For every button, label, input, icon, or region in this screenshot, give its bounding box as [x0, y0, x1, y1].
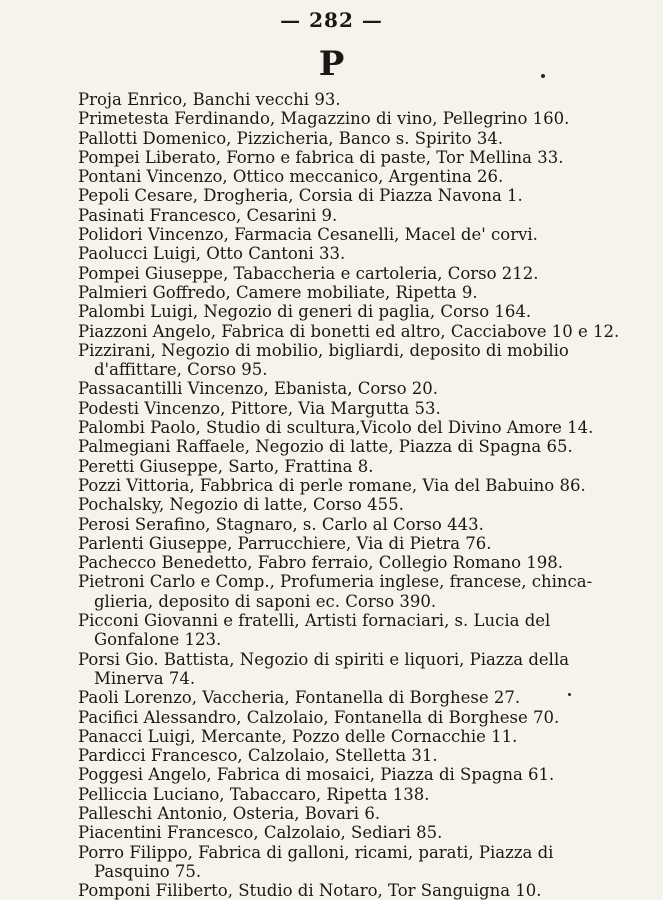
- directory-entry: [0, 515, 663, 534]
- directory-entry: [0, 765, 663, 784]
- entry-line: Polidori Vincenzo, Farmacia Cesanelli, Macel de' corvi.: [78, 225, 538, 245]
- entry-line: Pochalsky, Negozio di latte, Corso 455.: [78, 495, 404, 515]
- entry-line: Pardicci Francesco, Calzolaio, Stelletta 31.: [78, 746, 438, 766]
- ink-speck: [541, 74, 545, 78]
- page-number: — 282 —: [280, 8, 383, 32]
- directory-entry: [0, 785, 663, 804]
- directory-entry: [0, 572, 663, 611]
- directory-entry: [0, 302, 663, 321]
- directory-entry: [0, 727, 663, 746]
- entry-line: Proja Enrico, Banchi vecchi 93.: [78, 90, 341, 109]
- entry-line: Pontani Vincenzo, Ottico meccanico, Argentina 26.: [78, 167, 504, 187]
- directory-entry: [0, 688, 663, 707]
- entry-line: Parlenti Giuseppe, Parrucchiere, Via di Pietra 76.: [78, 533, 492, 553]
- entry-line: Picconi Giovanni e fratelli, Artisti fornaciari, s. Lucia del: [78, 611, 551, 631]
- entry-continuation-line: Gonfalone 123.: [94, 630, 222, 650]
- directory-entry: [0, 167, 663, 186]
- directory-entry: [0, 418, 663, 437]
- directory-entry: [0, 823, 663, 842]
- directory-entry: [0, 495, 663, 514]
- entry-line: Pelliccia Luciano, Tabaccaro, Ripetta 138.: [78, 784, 430, 804]
- entry-line: Pietroni Carlo e Comp., Profumeria inglese, francese, chinca-: [78, 572, 593, 592]
- directory-entry: [0, 264, 663, 283]
- directory-entry: [0, 206, 663, 225]
- directory-entry: [0, 322, 663, 341]
- entry-line: Pompei Giuseppe, Tabaccheria e cartoleria, Corso 212.: [78, 263, 539, 283]
- entry-line: Palombi Luigi, Negozio di generi di paglia, Corso 164.: [78, 302, 532, 322]
- entry-continuation-line: Minerva 74.: [94, 668, 196, 688]
- entry-line: Porro Filippo, Fabrica di galloni, ricami, parati, Piazza di: [78, 842, 554, 862]
- entry-line: Porsi Gio. Battista, Negozio di spiriti e liquori, Piazza della: [78, 649, 570, 669]
- entry-line: Pozzi Vittoria, Fabbrica di perle romane, Via del Babuino 86.: [78, 475, 586, 495]
- directory-entry: [0, 399, 663, 418]
- directory-entry: [0, 244, 663, 263]
- directory-entries: [0, 90, 663, 900]
- directory-entry: [0, 129, 663, 148]
- entry-line: Pallotti Domenico, Pizzicheria, Banco s. Spirito 34.: [78, 128, 504, 148]
- entry-line: Passacantilli Vincenzo, Ebanista, Corso 20.: [78, 379, 439, 399]
- directory-entry: [0, 881, 663, 900]
- directory-entry: [0, 225, 663, 244]
- directory-entry: [0, 534, 663, 553]
- entry-line: Pachecco Benedetto, Fabro ferraio, Collegio Romano 198.: [78, 553, 564, 573]
- directory-entry: [0, 611, 663, 650]
- directory-entry: [0, 341, 663, 380]
- entry-line: Pepoli Cesare, Drogheria, Corsia di Piazza Navona 1.: [78, 186, 523, 206]
- entry-line: Primetesta Ferdinando, Magazzino di vino, Pellegrino 160.: [78, 109, 570, 129]
- directory-entry: [0, 283, 663, 302]
- directory-entry: [0, 90, 663, 109]
- entry-line: Panacci Luigi, Mercante, Pozzo delle Cornacchie 11.: [78, 726, 518, 746]
- directory-entry: [0, 379, 663, 398]
- entry-line: Poggesi Angelo, Fabrica di mosaici, Piazza di Spagna 61.: [78, 765, 555, 785]
- entry-line: Piacentini Francesco, Calzolaio, Sediari 85.: [78, 823, 443, 843]
- entry-line: Perosi Serafino, Stagnaro, s. Carlo al Corso 443.: [78, 514, 484, 534]
- entry-line: Paoli Lorenzo, Vaccheria, Fontanella di Borghese 27.: [78, 688, 521, 708]
- entry-continuation-line: d'affittare, Corso 95.: [94, 360, 268, 380]
- entry-line: Pizzirani, Negozio di mobilio, bigliardi, deposito di mobilio: [78, 340, 569, 360]
- entry-line: Pacifici Alessandro, Calzolaio, Fontanella di Borghese 70.: [78, 707, 560, 727]
- directory-entry: [0, 553, 663, 572]
- section-letter: P: [318, 44, 345, 84]
- entry-line: Piazzoni Angelo, Fabrica di bonetti ed altro, Cacciabove 10 e 12.: [78, 321, 620, 341]
- directory-entry: [0, 708, 663, 727]
- directory-entry: [0, 650, 663, 689]
- directory-entry: [0, 843, 663, 882]
- directory-entry: [0, 457, 663, 476]
- entry-line: Peretti Giuseppe, Sarto, Frattina 8.: [78, 456, 374, 476]
- entry-line: Palmegiani Raffaele, Negozio di latte, Piazza di Spagna 65.: [78, 437, 573, 457]
- entry-line: Paolucci Luigi, Otto Cantoni 33.: [78, 244, 346, 264]
- entry-line: Palleschi Antonio, Osteria, Bovari 6.: [78, 803, 381, 823]
- entry-line: Palombi Paolo, Studio di scultura,Vicolo del Divino Amore 14.: [78, 418, 594, 438]
- directory-entry: [0, 476, 663, 495]
- directory-entry: [0, 804, 663, 823]
- entry-line: Pompei Liberato, Forno e fabrica di paste, Tor Mellina 33.: [78, 147, 564, 167]
- directory-entry: [0, 437, 663, 456]
- directory-entry: [0, 148, 663, 167]
- entry-continuation-line: glieria, deposito di saponi ec. Corso 390.: [94, 591, 437, 611]
- entry-line: Palmieri Goffredo, Camere mobiliate, Ripetta 9.: [78, 282, 478, 302]
- directory-entry: [0, 109, 663, 128]
- directory-entry: [0, 746, 663, 765]
- entry-line: Pomponi Filiberto, Studio di Notaro, Tor Sanguigna 10.: [78, 881, 542, 900]
- entry-line: Podesti Vincenzo, Pittore, Via Margutta 53.: [78, 398, 441, 418]
- directory-entry: [0, 186, 663, 205]
- entry-line: Pasinati Francesco, Cesarini 9.: [78, 205, 338, 225]
- entry-continuation-line: Pasquino 75.: [94, 861, 202, 881]
